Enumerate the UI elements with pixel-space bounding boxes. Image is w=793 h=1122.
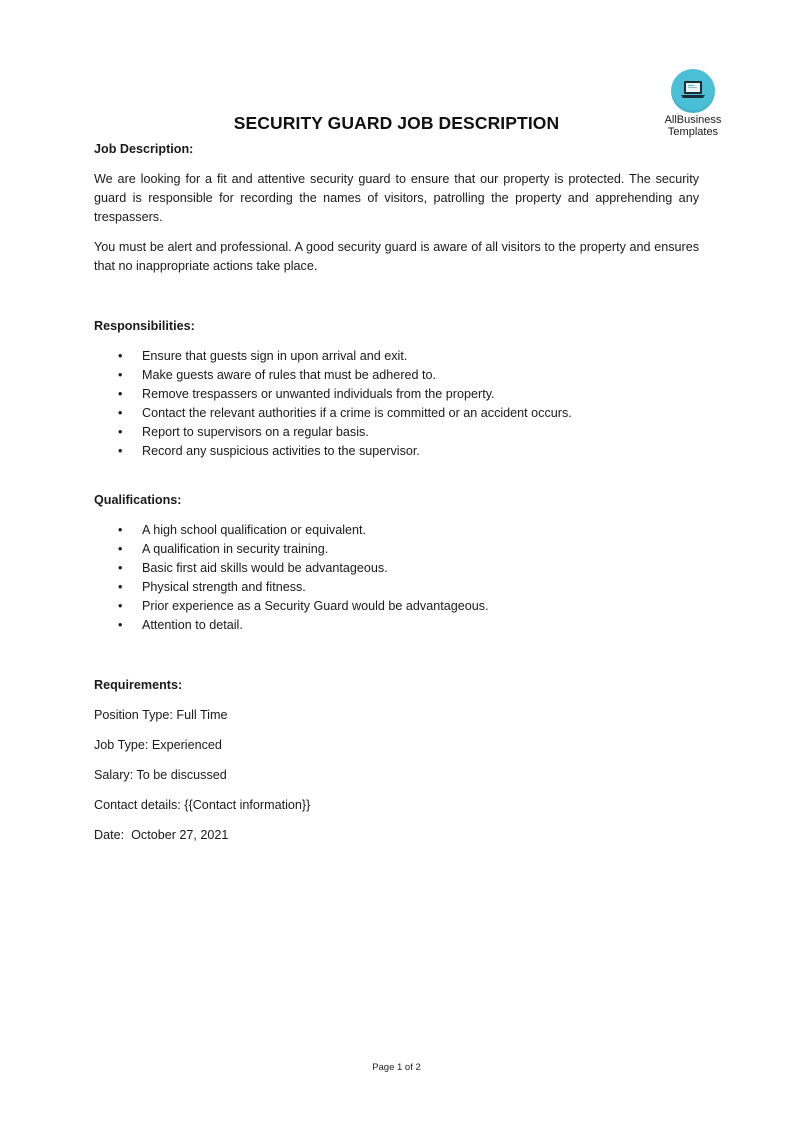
position-type: Position Type: Full Time — [94, 708, 228, 722]
list-item: • Prior experience as a Security Guard would be advantageous. — [94, 597, 699, 616]
list-item: • Ensure that guests sign in upon arrival and exit. — [94, 347, 699, 366]
qualifications-heading: Qualifications: — [94, 493, 182, 507]
logo-line-1: AllBusiness — [664, 114, 722, 126]
list-item: • Basic first aid skills would be advantageous. — [94, 559, 699, 578]
salary: Salary: To be discussed — [94, 768, 227, 782]
list-item: • A high school qualification or equivalent. — [94, 521, 699, 540]
list-item: • Remove trespassers or unwanted individuals from the property. — [94, 385, 699, 404]
responsibilities-heading: Responsibilities: — [94, 319, 195, 333]
contact-details: Contact details: {{Contact information}} — [94, 798, 311, 812]
job-description-heading: Job Description: — [94, 142, 194, 156]
list-item: • Report to supervisors on a regular basis. — [94, 423, 699, 442]
list-item: • Contact the relevant authorities if a crime is committed or an accident occurs. — [94, 404, 699, 423]
logo-line-2: Templates — [667, 126, 719, 138]
job-type: Job Type: Experienced — [94, 738, 222, 752]
date: Date: October 27, 2021 — [94, 828, 229, 842]
list-item: • A qualification in security training. — [94, 540, 699, 559]
qualifications-list — [94, 521, 699, 635]
responsibilities-list — [94, 347, 699, 461]
document-body — [94, 140, 699, 845]
logo-circle — [671, 69, 715, 113]
job-description-paragraph-2: You must be alert and professional. A good security guard is aware of all visitors to the property and ensures that no inappropriate actions take place. — [94, 240, 699, 273]
list-item: • Attention to detail. — [94, 616, 699, 635]
list-item: • Make guests aware of rules that must be adhered to. — [94, 366, 699, 385]
list-item: • Record any suspicious activities to the supervisor. — [94, 442, 699, 461]
job-description-paragraph-1: We are looking for a fit and attentive security guard to ensure that our property is protected. The security guard is responsible for recording the names of visitors, patrolling the property and apprehending any trespassers. — [94, 172, 699, 224]
page-number: Page 1 of 2 — [372, 1062, 421, 1073]
list-item: • Physical strength and fitness. — [94, 578, 699, 597]
requirements-heading: Requirements: — [94, 678, 183, 692]
page-title: SECURITY GUARD JOB DESCRIPTION — [233, 113, 560, 133]
laptop-icon — [680, 80, 706, 100]
